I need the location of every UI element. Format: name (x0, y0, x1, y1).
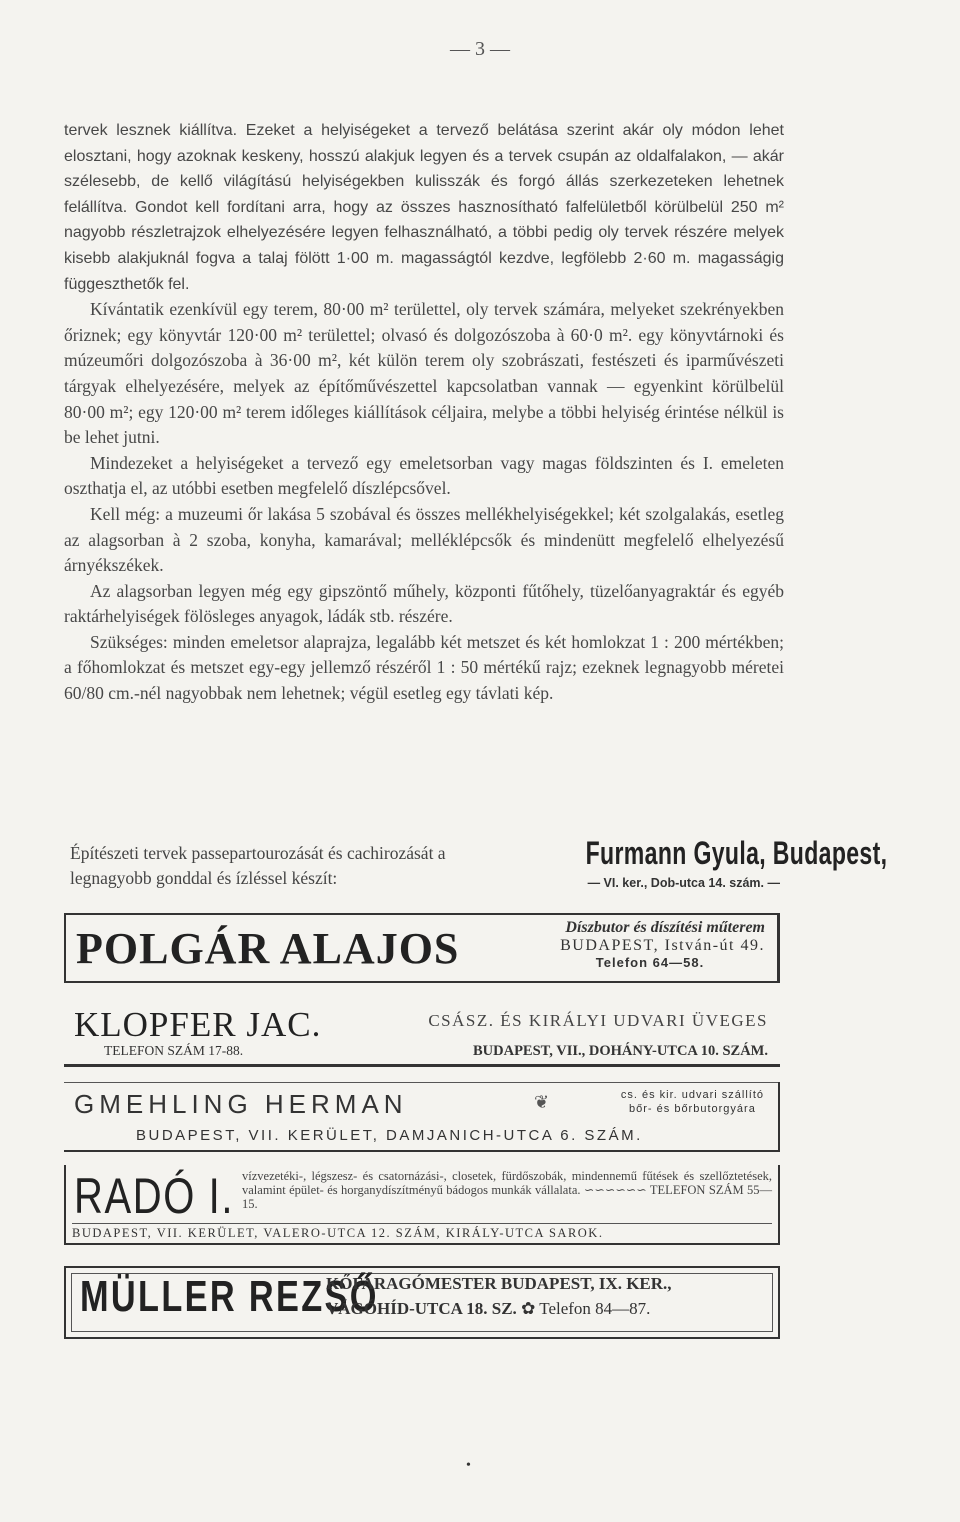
paragraph-2: Kívántatik ezenkívül egy terem, 80·00 m² területtel, oly tervek számára, melyeket szekrényekben őriznek; egy könyvtár 120·00 m² területtel; olvasó és dolgozószoba à 60·0 m². egy könyvtárnoki és múzeumőri dolgozószoba à 36·00 m², két külön terem oly szobrászati, festészeti és iparművészeti tárgyak elhelyezésére, melyek az építőművészettel kapcsolatban vannak — egyenkint körülbelül 80·00 m²; egy 120·00 m² terem időleges kiállítások céljaira, melybe a többi helyiség érintése nélkül is be lehet jutni. (64, 299, 784, 448)
paragraph-3: Mindezeket a helyiségeket a tervező egy emeletsorban vagy magas földszinten és I. emeleten oszthatja el, az utóbbi esetben megfelelő díszlépcsővel. (64, 452, 784, 499)
ad-polgar-line1: Díszbutor és díszítési műterem (565, 919, 765, 936)
paragraph-1-a: tervek lesznek kiállítva. Ezeket a helyiségeket a tervező belátása szerint akár oly módon lehet elosztani, hogy azoknak keskeny, hosszú alakjuk legyen és a tervek csupán az oldalfalakon, — akár szélesebb, de kellő világítású helyiségekben kulisszák és forgó állás szerkezeteken lehetnek felállítva. (64, 122, 784, 216)
ad-muller-line2 (326, 1299, 650, 1319)
ad-klopfer-title: CSÁSZ. ÉS KIRÁLYI UDVARI ÜVEGES (428, 1011, 768, 1030)
ad-klopfer-phone: TELEFON SZÁM 17-88. (104, 1043, 244, 1058)
ad-muller-line1: KŐFARAGÓMESTER BUDAPEST, IX. KER., (326, 1274, 672, 1293)
ad-klopfer-rule (64, 1064, 780, 1067)
ad-furmann-address: — VI. ker., Dob-utca 14. szám. — (587, 876, 780, 890)
ad-rado-name: RADÓ I. (74, 1168, 235, 1224)
ad-gmehling-rule (64, 1082, 778, 1083)
paragraph-5: Az alagsorban legyen még egy gipszöntő műhely, központi fűtőhely, tüzelőanyagraktár és egyéb raktárhelyiségek fölösleges anyagok, ládák stb. részére. (64, 580, 784, 627)
ornament-icon: ❦ (534, 1092, 550, 1112)
ad-polgar-line3: Telefon 64—58. (595, 955, 705, 970)
ad-muller-name: MÜLLER REZSŐ (80, 1272, 379, 1321)
body-text (64, 118, 784, 707)
ad-gmehling-line1: cs. és kir. udvari szállító (620, 1089, 764, 1101)
ad-rado (64, 1165, 780, 1245)
ad-gmehling-name: GMEHLING HERMAN (74, 1089, 408, 1119)
ad-furmann (64, 835, 888, 895)
footer-mark: • (466, 1458, 471, 1473)
ad-muller (64, 1266, 780, 1339)
ad-polgar-details (495, 919, 765, 970)
ad-polgar-name: POLGÁR ALAJOS (76, 924, 460, 973)
paragraph-1-b: Gondot kell fordítani arra, hogy az összes hasznosítható falfelületből körülbelül 250 m² nagyobb részletrajzok elhelyezésére legyen felhasználható, a többi pedig oly tervek részére melyek kisebb alakjuknál fogva a talaj fölött 1·00 m. magasságtól kezdve, legfölebb 2·60 m. magasságig függeszthetők fel. (64, 198, 784, 293)
ad-klopfer-address: BUDAPEST, VII., DOHÁNY-UTCA 10. SZÁM. (472, 1043, 768, 1059)
ad-furmann-name: Furmann Gyula, Budapest, (585, 835, 888, 871)
ad-gmehling (64, 1082, 780, 1152)
paragraph-6: Szükséges: minden emeletsor alaprajza, legalább két metszet és két homlokzat 1 : 200 mértékben; a főhomlokzat és metszet egy-egy jellemző részéről 1 : 50 mértékű rajz; ezeknek legnagyobb méretei 60/80 cm.-nél nagyobbak nem lehetnek; végül esetleg egy távlati kép. (64, 631, 784, 704)
page-number: — 3 — (450, 38, 510, 60)
ad-polgar (64, 913, 780, 983)
ad-gmehling-line2: bőr- és bőrbutorgyára (629, 1103, 756, 1115)
ad-klopfer (64, 1005, 780, 1067)
ad-muller-phone: ✿ Telefon 84—87. (521, 1299, 651, 1318)
ad-gmehling-address: BUDAPEST, VII. KERÜLET, DAMJANICH-UTCA 6. SZÁM. (136, 1127, 643, 1144)
ad-gmehling-details (621, 1088, 764, 1116)
ad-muller-street: VÁGÓHÍD-UTCA 18. SZ. (326, 1299, 517, 1318)
ad-rado-address: BUDAPEST, VII. KERÜLET, VALERO-UTCA 12. SZÁM, KIRÁLY-UTCA SAROK. (72, 1223, 772, 1241)
ad-furmann-text: Építészeti tervek passepartourozását és cachirozását a legnagyobb gonddal és ízléssel készít: (70, 843, 446, 888)
paragraph-4: Kell még: a muzeumi őr lakása 5 szobával és összes mellékhelyiségekkel; két szolgalakás, esetleg az alagsorban à 2 szoba, konyha, kamarával; melléklépcsők és mindenütt megfelelő elhelyezésű árnyékszékek. (64, 503, 784, 576)
paragraph-1 (64, 118, 784, 297)
ad-rado-description: vízvezetéki-, légszesz- és csatornázási-, closetek, fürdőszobák, mindennemű fűtések és szellőztetések, valamint épület- és horganydíszítményű bádogos munkák vállalata. ∽∽∽∽∽∽ TELEFON SZÁM 55—15. (242, 1169, 772, 1211)
ad-polgar-line2: BUDAPEST, István-út 49. (560, 937, 765, 954)
ad-klopfer-name: KLOPFER JAC. (74, 1005, 322, 1044)
